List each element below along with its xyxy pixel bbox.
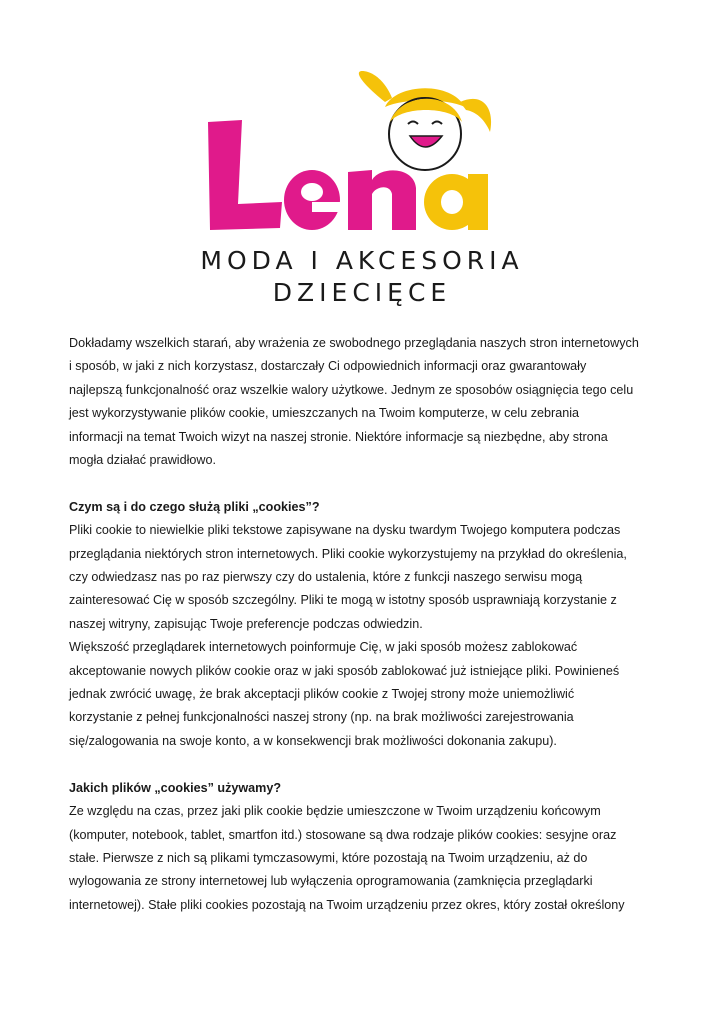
intro-line: mogła działać prawidłowo.: [69, 453, 216, 468]
intro-line: informacji na temat Twoich wizyt na naszej stronie. Niektóre informacje są niezbędne, aby strona: [69, 429, 608, 444]
section-line: zainteresować Cię w sposób szczególny. Pliki te mogą w istotny sposób usprawniają korzystanie z: [69, 593, 617, 608]
lena-logo: [190, 62, 520, 242]
section-line: korzystanie z pełnej funkcjonalności naszej strony (np. na brak możliwości zarejestrowania: [69, 710, 574, 725]
section-heading: Jakich plików „cookies” używamy?: [69, 780, 282, 795]
section-heading: Czym są i do czego służą pliki „cookies”?: [69, 499, 320, 514]
section-line: internetowej). Stałe pliki cookies pozostają na Twoim urządzeniu przez okres, który został określony: [69, 897, 625, 912]
section-line: się/zalogowania na swoje konto, a w konsekwencji brak możliwości dokonania zakupu).: [69, 733, 557, 748]
intro-line: i sposób, w jaki z nich korzystasz, dostarczały Ci odpowiednich informacji oraz gwarantowały: [69, 359, 587, 374]
intro-line: Dokładamy wszelkich starań, aby wrażenia ze swobodnego przeglądania naszych stron internetowych: [69, 336, 639, 350]
section-line: przeglądania niektórych stron internetowych. Pliki cookie wykorzystujemy na przykład do określenia,: [69, 546, 627, 561]
section-line: Pliki cookie to niewielkie pliki tekstowe zapisywane na dysku twardym Twojego komputera podczas: [69, 523, 621, 538]
section-line: Ze względu na czas, przez jaki plik cookie będzie umieszczone w Twoim urządzeniu końcowym: [69, 804, 601, 819]
tagline-line-2: DZIECIĘCE: [272, 278, 452, 307]
section-line: wylogowania ze strony internetowej lub wyłączenia oprogramowania (zamknięcia przeglądarki: [69, 874, 593, 889]
section-line: jednak zwrócić uwagę, że brak akceptacji plików cookie z Twojej strony może uniemożliwić: [69, 687, 575, 702]
girl-mascot-icon: [359, 71, 491, 170]
section-line: czy odwiedzasz nas po raz pierwszy czy do ustalenia, które z funkcji naszego serwisu mogą: [69, 570, 583, 585]
tagline-line-1: MODA I AKCESORIA: [200, 246, 524, 275]
section-line: akceptowanie nowych plików cookie oraz w jaki sposób zablokować już istniejące pliki. Powinieneś: [69, 663, 620, 678]
cookie-policy-text: [69, 332, 654, 917]
section-line: Większość przeglądarek internetowych poinformuje Cię, w jaki sposób możesz zablokować: [69, 640, 578, 655]
section-line: (komputer, notebook, tablet, smartfon itd.) stosowane są dwa rodzaje plików cookies: sesyjne oraz: [69, 827, 617, 842]
section-line: stałe. Pierwsze z nich są plikami tymczasowymi, które pozostają na Twoim urządzeniu, aż do: [69, 850, 588, 865]
intro-line: jest wykorzystywanie plików cookie, umieszczanych na Twoim komputerze, w celu zebrania: [69, 406, 580, 421]
section-line: naszej witryny, zapisując Twoje preferencje podczas odwiedzin.: [69, 616, 423, 631]
intro-line: najlepszą funkcjonalność oraz wszelkie walory użytkowe. Jednym ze sposobów osiągnięcia tego celu: [69, 382, 634, 397]
